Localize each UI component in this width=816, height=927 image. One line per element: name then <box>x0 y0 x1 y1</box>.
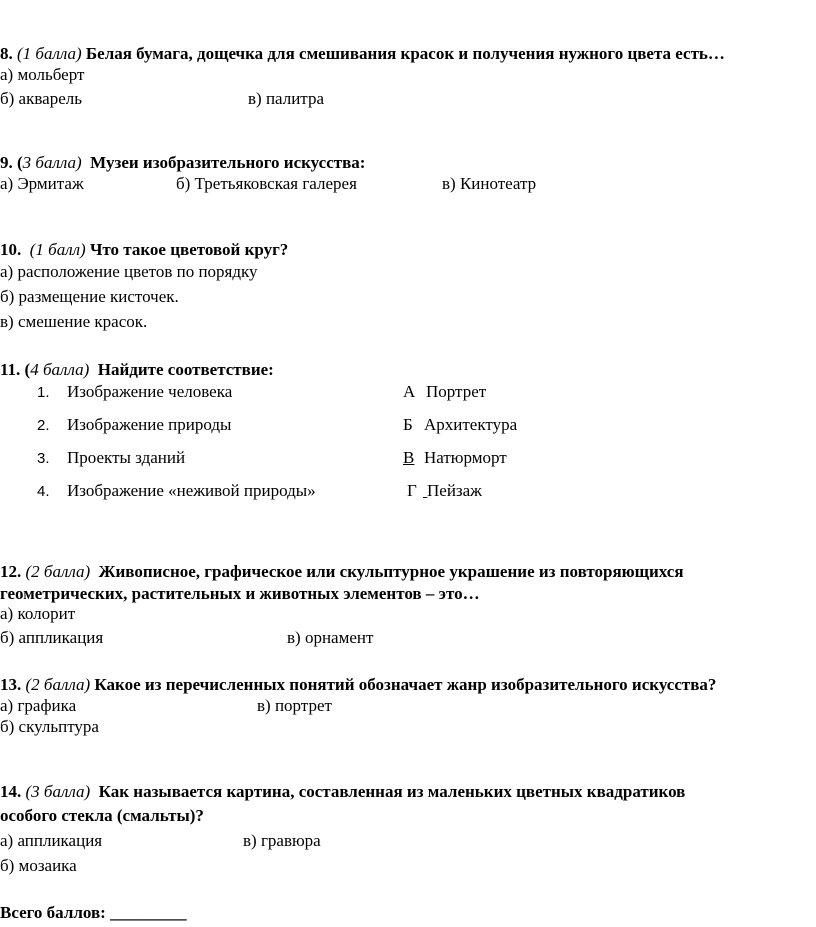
match-letter: Г <box>407 481 417 500</box>
match-letter: А <box>403 382 416 401</box>
question-11 <box>0 360 274 380</box>
question-points: (2 балла) <box>25 675 91 694</box>
answer-c: в) гравюра <box>243 831 321 850</box>
total-label: Всего баллов: <box>0 903 106 922</box>
question-12 <box>0 562 684 582</box>
match-letter: Б <box>403 415 413 434</box>
match-number: 1. <box>37 384 50 401</box>
answer-b: б) аппликация <box>0 628 104 647</box>
answer-b: б) мозаика <box>0 856 77 875</box>
question-number: 9. ( <box>0 153 23 172</box>
question-text: Музеи изобразительного искусства: <box>90 153 366 172</box>
answer-b: б) Третьяковская галерея <box>176 174 357 193</box>
question-points: (1 балла) <box>17 44 82 63</box>
match-item: Изображение человека <box>67 382 233 401</box>
match-number: 2. <box>37 417 50 434</box>
answer-b: б) акварель <box>0 89 82 108</box>
answer-c: в) орнамент <box>287 628 374 647</box>
question-14 <box>0 782 685 802</box>
answer-a: а) графика <box>0 696 77 715</box>
match-item: Изображение «неживой природы» <box>67 481 316 500</box>
answer-a: а) Эрмитаж <box>0 174 84 193</box>
question-number: 13. <box>0 675 22 694</box>
question-points: (1 балл) <box>29 240 86 259</box>
match-option: Архитектура <box>424 415 518 434</box>
match-option: Натюрморт <box>424 448 507 467</box>
answer-b: б) скульптура <box>0 717 99 736</box>
match-number: 4. <box>37 483 50 500</box>
question-points: (3 балла) <box>25 782 91 801</box>
match-item: Изображение природы <box>67 415 232 434</box>
answer-c: в) палитра <box>248 89 324 108</box>
question-number: 11. ( <box>0 360 31 379</box>
match-option: Пейзаж <box>427 481 482 500</box>
question-number: 12. <box>0 562 22 581</box>
question-number: 8. <box>0 44 13 63</box>
match-number: 3. <box>37 450 50 467</box>
match-item: Проекты зданий <box>67 448 186 467</box>
question-text: Живописное, графическое или скульптурное украшение из повторяющихся <box>98 562 684 581</box>
question-9 <box>0 153 365 173</box>
total-score <box>0 903 187 923</box>
answer-a: а) колорит <box>0 604 76 623</box>
question-number: 10. <box>0 240 22 259</box>
question-8 <box>0 44 725 64</box>
question-10 <box>0 240 288 260</box>
answer-c: в) портрет <box>257 696 332 715</box>
match-option: Портрет <box>426 382 487 401</box>
question-points: (2 балла) <box>25 562 91 581</box>
question-text: Как называется картина, составленная из маленьких цветных квадратиков <box>98 782 686 801</box>
question-13 <box>0 675 716 695</box>
question-text-continued: геометрических, растительных и животных элементов – это… <box>0 584 480 603</box>
match-letter: В <box>403 448 415 467</box>
total-blank: _________ <box>110 903 187 922</box>
question-text: Найдите соответствие: <box>97 360 274 379</box>
answer-c: в) Кинотеатр <box>442 174 537 193</box>
question-text: Что такое цветовой круг? <box>89 240 289 259</box>
answer-a: а) расположение цветов по порядку <box>0 262 258 281</box>
answer-c: в) смешение красок. <box>0 312 148 331</box>
answer-a: а) аппликация <box>0 831 103 850</box>
question-points: 4 балла) <box>30 360 90 379</box>
question-points: 3 балла) <box>22 153 82 172</box>
question-text: Какое из перечисленных понятий обозначает жанр изобразительного искусства? <box>94 675 717 694</box>
question-number: 14. <box>0 782 22 801</box>
answer-a: а) мольберт <box>0 65 85 84</box>
question-text: Белая бумага, дощечка для смешивания красок и получения нужного цвета есть… <box>85 44 725 63</box>
question-text-continued: особого стекла (смальты)? <box>0 806 204 825</box>
answer-b: б) размещение кисточек. <box>0 287 179 306</box>
